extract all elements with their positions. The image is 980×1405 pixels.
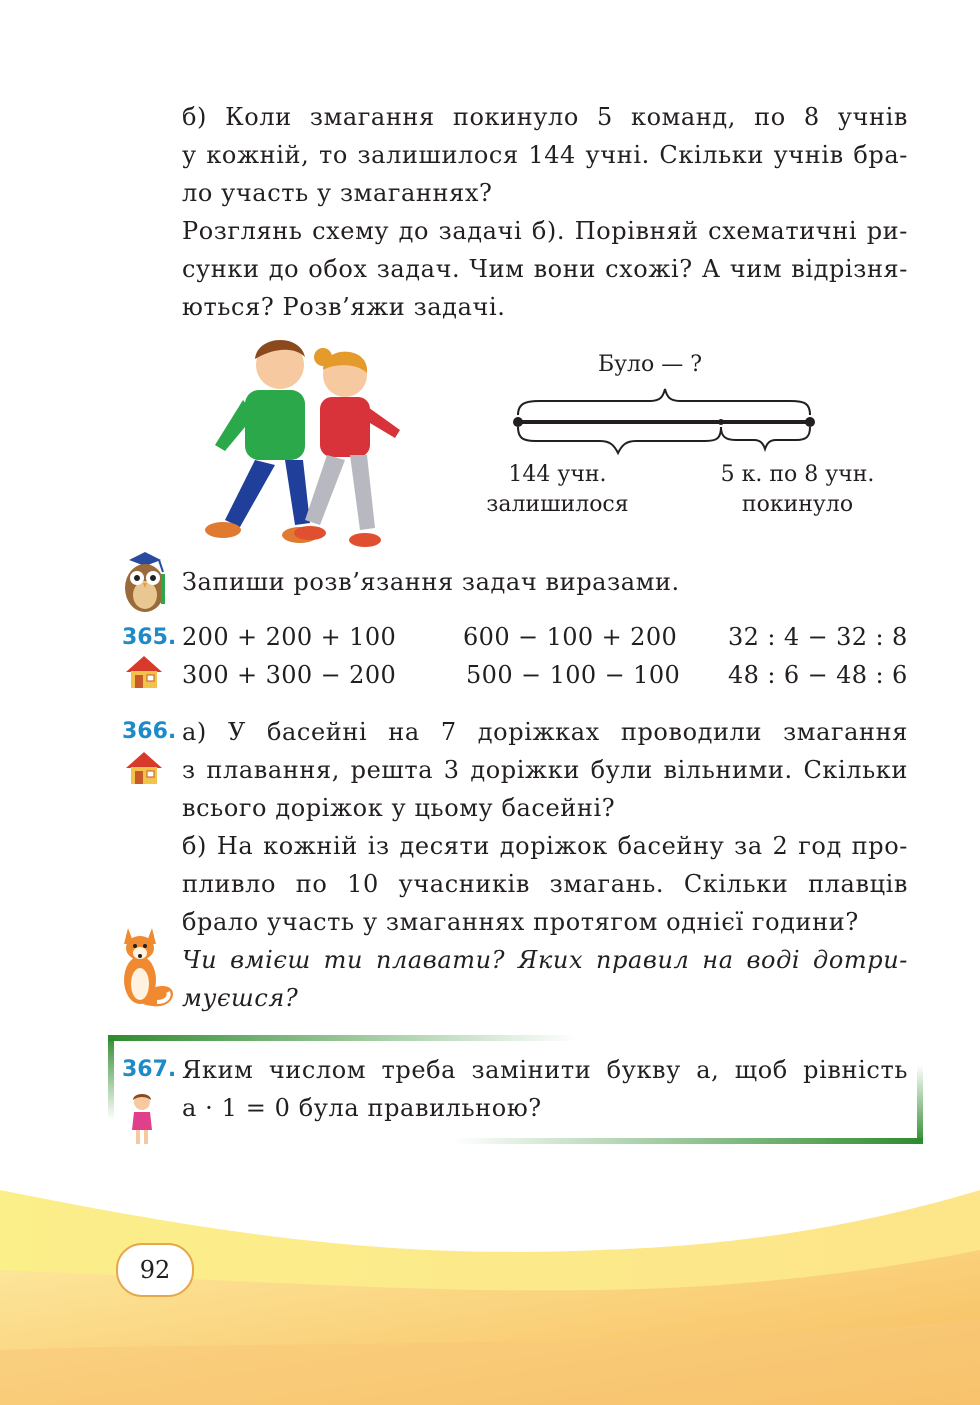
running-children-illustration — [195, 335, 410, 555]
task-367-line: Яким числом треба замінити букву a, щоб рівність — [182, 1056, 908, 1084]
segment-diagram — [500, 385, 830, 465]
scheme-left-label: 144 учн. — [508, 462, 607, 487]
task-365-expr: 32 : 4 − 32 : 8 — [728, 623, 908, 651]
fox-icon — [112, 918, 178, 1010]
scheme-right-caption: покинуло — [741, 492, 854, 517]
task-365-expr: 300 + 300 − 200 — [182, 661, 397, 689]
task-366-line: пливло по 10 учасників змагань. Скільки плавців — [182, 870, 908, 898]
scheme-left-caption: залишилося — [486, 492, 629, 517]
task-365-expr: 500 − 100 − 100 — [466, 661, 681, 689]
task-366-number: 366. — [122, 719, 177, 744]
task-366-question: муєшся? — [182, 984, 299, 1012]
home-icon — [124, 654, 164, 690]
task-367-number: 367. — [122, 1057, 177, 1082]
task-366-line: всього доріжок у цьому басейні? — [182, 794, 616, 822]
scheme-top-label: Було — ? — [597, 352, 703, 377]
task-366-line: б) На кожній із десяти доріжок басейну за 2 год про- — [182, 832, 908, 860]
intro-line: у кожній, то залишилося 144 учні. Скільки учнів бра- — [182, 141, 908, 169]
task-366-line: з плавання, решта 3 доріжки були вільними. Скільки — [182, 756, 908, 784]
intro-line: ло участь у змаганнях? — [182, 179, 493, 207]
home-icon — [124, 750, 164, 786]
task-366-line: а) У басейні на 7 доріжках проводили змагання — [182, 718, 908, 746]
task-365-expr: 600 − 100 + 200 — [463, 623, 678, 651]
owl-instruction: Запиши розв’язання задач виразами. — [182, 568, 680, 596]
intro-line: б) Коли змагання покинуло 5 команд, по 8 учнів — [182, 103, 908, 131]
task-367-line: a · 1 = 0 була правильною? — [182, 1094, 542, 1122]
intro-line: Розглянь схему до задачі б). Порівняй схематичні ри- — [182, 217, 908, 245]
owl-icon — [115, 550, 175, 615]
task-365-expr: 48 : 6 − 48 : 6 — [728, 661, 908, 689]
girl-icon — [128, 1092, 156, 1148]
task-365-expr: 200 + 200 + 100 — [182, 623, 397, 651]
task-365-number: 365. — [122, 625, 177, 650]
intro-line: сунки до обох задач. Чим вони схожі? А чим відрізня- — [182, 255, 908, 283]
intro-line: ються? Розв’яжи задачі. — [182, 293, 506, 321]
task-366-question: Чи вмієш ти плавати? Яких правил на воді дотри- — [182, 946, 908, 974]
scheme-right-label: 5 к. по 8 учн. — [720, 462, 875, 487]
page-number: 92 — [116, 1243, 194, 1297]
task-366-line: брало участь у змаганнях протягом однієї години? — [182, 908, 859, 936]
